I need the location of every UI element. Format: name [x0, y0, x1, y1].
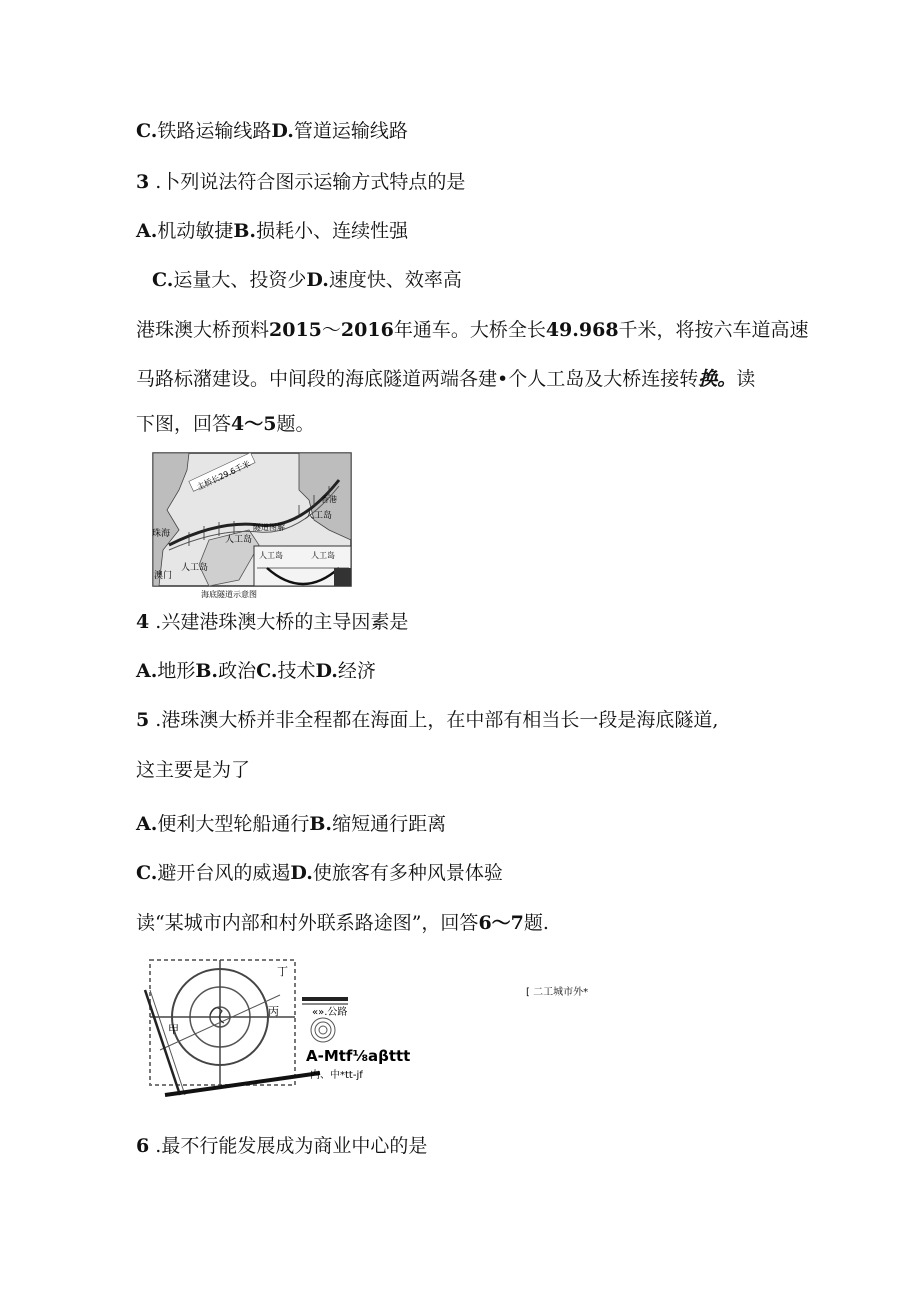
- option-c-letter: C.: [152, 269, 174, 291]
- option-b-text: 损耗小、连续性强: [256, 220, 409, 242]
- passage-text: 读: [736, 368, 756, 390]
- option-d-letter: D.: [271, 120, 294, 142]
- option-c-letter: C.: [256, 660, 278, 682]
- tunnel-label: 隧道图解: [253, 523, 285, 532]
- passage-text: 年通车。大桥全长: [393, 319, 546, 341]
- bing-label: 丙: [268, 1005, 279, 1018]
- passage-text: 马路标潴建设。中间段的海底隧道两端各建•个人工岛及大桥连接转: [136, 368, 699, 390]
- question-3-stem: [136, 170, 465, 194]
- option-d-text: 使旅客有多种风景体验: [312, 862, 503, 884]
- year-end: 2016: [340, 319, 394, 341]
- legend-big: A-Mtf⅛aβttt: [306, 1047, 410, 1065]
- island-label: 人工岛: [225, 535, 253, 545]
- bridge-length-label: 主桥长29.6千米: [195, 459, 252, 492]
- year-start: 2015: [269, 319, 322, 341]
- passage-text: 题。: [276, 413, 315, 435]
- option-b-letter: B.: [195, 660, 219, 682]
- option-c-text: 技术: [277, 660, 316, 682]
- city-road-figure: [140, 955, 410, 1105]
- question-text: .港珠澳大桥并非全程都在海面上，在中部有相当长一段是海底隧道,: [149, 709, 719, 731]
- question-6-stem: [136, 1134, 427, 1158]
- passage-2: [136, 911, 549, 935]
- option-d-letter: D.: [306, 269, 329, 291]
- legend-road: «».公路: [312, 1007, 348, 1018]
- passage-text: 读“某城市内部和村外联系路途图”，回答: [136, 912, 479, 934]
- question-number: 6: [136, 1135, 150, 1157]
- question-text: .最不行能发展成为商业中心的是: [149, 1135, 428, 1157]
- macao-label: 澳门: [154, 571, 173, 581]
- inset-island-left-label: 人工岛: [259, 551, 283, 560]
- passage-text: 题.: [523, 912, 549, 934]
- option-c-text: 铁路运输线路: [157, 120, 272, 142]
- question-range: 6〜7: [478, 912, 524, 934]
- question-5-stem: [136, 708, 718, 732]
- passage-1-line-3: [136, 412, 314, 436]
- bridge-map-svg: [149, 450, 355, 600]
- option-a-letter: A.: [136, 220, 158, 242]
- option-a-text: 地形: [157, 660, 196, 682]
- option-d-letter: D.: [290, 862, 313, 884]
- question-number: 4: [136, 611, 150, 633]
- option-a-text: 便利大型轮船通行: [157, 813, 310, 835]
- inset-island-right-label: 人工岛: [311, 551, 335, 560]
- passage-text: 换。: [698, 368, 737, 390]
- jia-label: 甲: [168, 1023, 179, 1036]
- option-c-letter: C.: [136, 120, 158, 142]
- option-d-text: 经济: [337, 660, 376, 682]
- passage-1-line-2: [136, 367, 755, 391]
- q4-options: [136, 659, 376, 683]
- question-text: .兴建港珠澳大桥的主导因素是: [149, 611, 409, 633]
- q2-options-cd: [136, 119, 408, 143]
- option-c-text: 避开台风的威遏: [157, 862, 291, 884]
- option-a-letter: A.: [136, 813, 158, 835]
- option-d-text: 管道运输线路: [293, 120, 408, 142]
- inset-caption: 海底隧道示意图: [201, 590, 257, 599]
- bridge-length: 49.968: [545, 319, 619, 341]
- question-range: 4〜5: [231, 413, 277, 435]
- question-number: 5: [136, 709, 150, 731]
- legend-small: 内、中*tt-jf: [310, 1070, 363, 1081]
- passage-text: 港珠澳大桥预料: [136, 319, 270, 341]
- island-label: 人工岛: [181, 563, 209, 573]
- passage-text: 千米，将按六车道高速: [618, 319, 809, 341]
- option-d-letter: D.: [315, 660, 338, 682]
- q3-options-cd: [152, 268, 462, 292]
- option-b-letter: B.: [309, 813, 333, 835]
- hongkong-label: 香港: [321, 495, 337, 504]
- option-b-letter: B.: [233, 220, 257, 242]
- question-text: .卜列说法符合图示运输方式特点的是: [149, 171, 466, 193]
- option-c-letter: C.: [136, 862, 158, 884]
- option-b-text: 政治: [218, 660, 257, 682]
- passage-1-line-1: [136, 318, 809, 342]
- question-number: 3: [136, 171, 150, 193]
- q5-options-cd: [136, 861, 503, 885]
- q3-options-ab: [136, 219, 408, 243]
- city-road-svg: [140, 955, 410, 1105]
- passage-text: 〜: [321, 319, 341, 341]
- option-a-text: 机动敏捷: [157, 220, 234, 242]
- ding-label: 丁: [277, 965, 288, 978]
- option-d-text: 速度快、效率高: [328, 269, 462, 291]
- zhuhai-label: 珠海: [152, 529, 171, 539]
- option-a-letter: A.: [136, 660, 158, 682]
- passage-text: 下图，回答: [136, 413, 232, 435]
- bridge-map-figure: [149, 450, 355, 600]
- question-text: 这主要是为了: [136, 759, 251, 781]
- q5-options-ab: [136, 812, 446, 836]
- option-c-text: 运量大、投资少: [173, 269, 307, 291]
- option-b-text: 缩短通行距离: [332, 813, 447, 835]
- island-label: 人工岛: [305, 511, 333, 521]
- question-5-stem-continued: [136, 758, 250, 782]
- figure2-legend-top: [ 二工城市外*: [526, 987, 589, 998]
- question-4-stem: [136, 610, 408, 634]
